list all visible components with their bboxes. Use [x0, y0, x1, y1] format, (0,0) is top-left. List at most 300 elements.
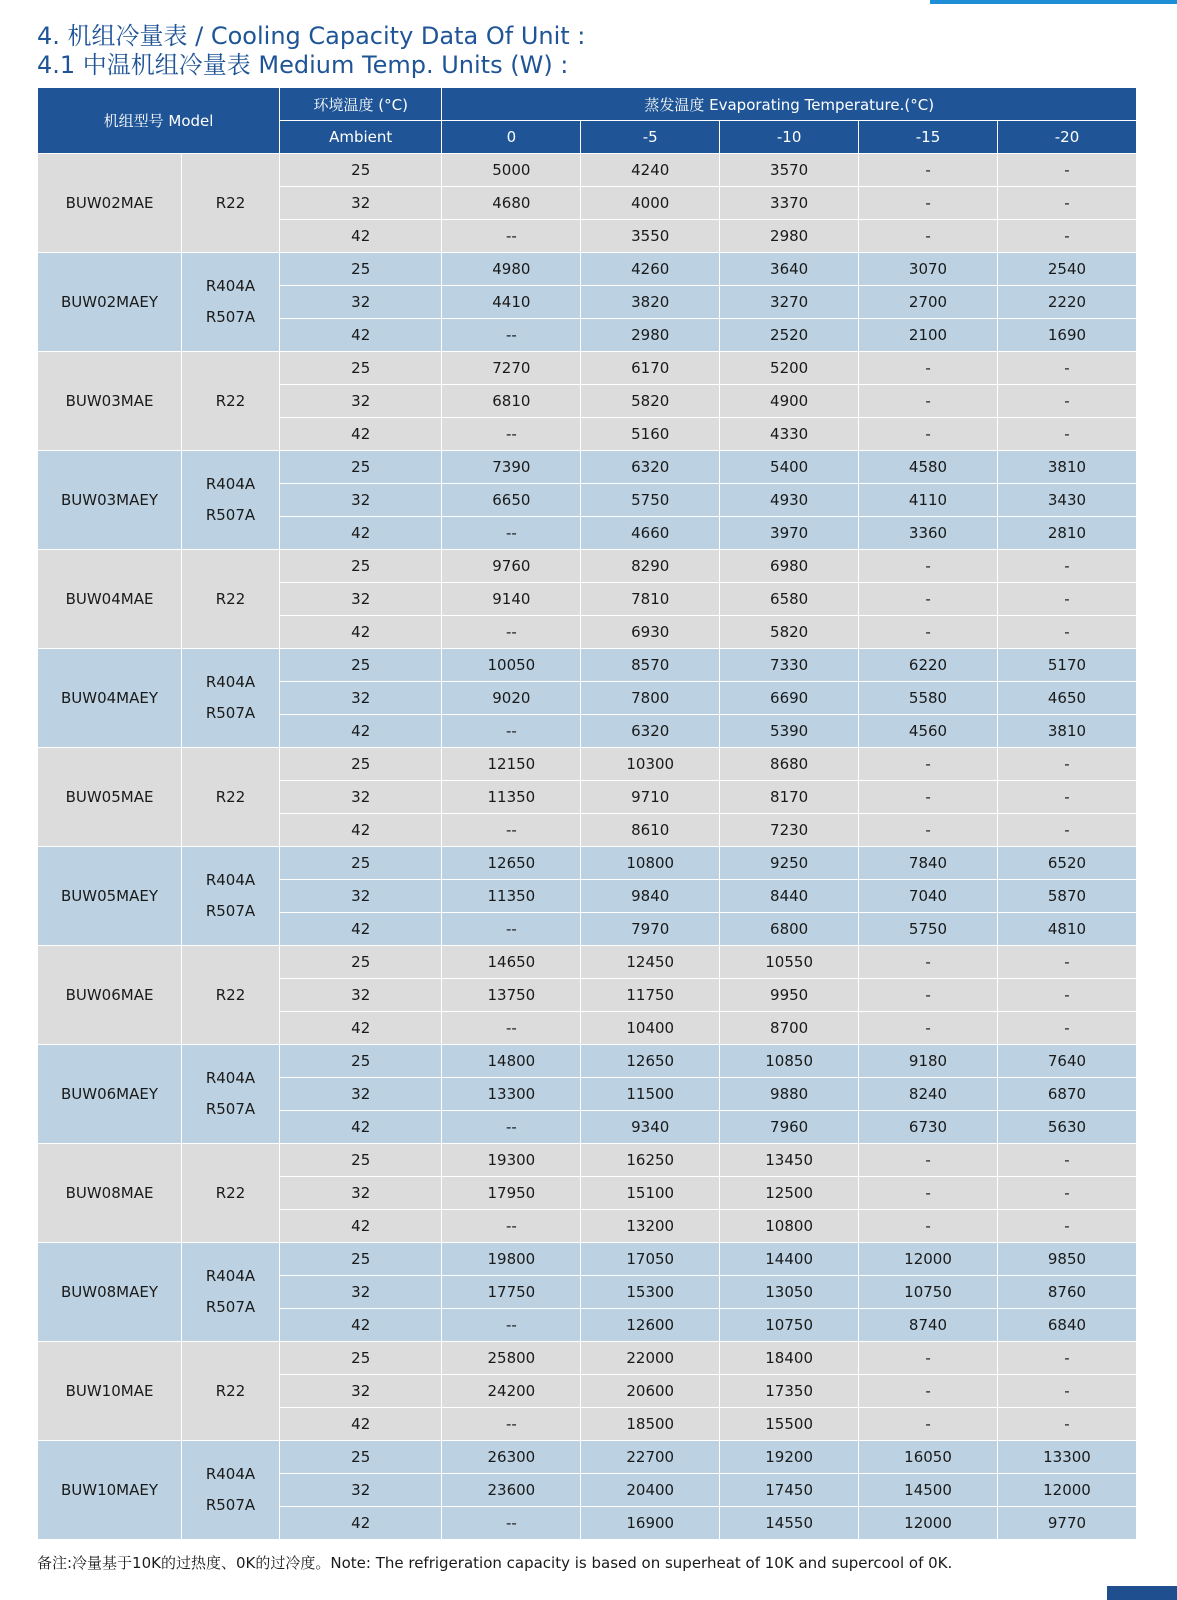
capacity-cell: -: [997, 352, 1136, 385]
capacity-cell: 16050: [859, 1441, 998, 1474]
model-cell: BUW06MAE: [38, 946, 182, 1045]
model-cell: BUW08MAE: [38, 1144, 182, 1243]
capacity-cell: 6870: [997, 1078, 1136, 1111]
capacity-cell: 16250: [581, 1144, 720, 1177]
ambient-cell: 42: [280, 715, 442, 748]
capacity-cell: 9880: [720, 1078, 859, 1111]
ambient-cell: 32: [280, 979, 442, 1012]
capacity-cell: 13050: [720, 1276, 859, 1309]
table-row: [38, 1243, 1137, 1276]
capacity-cell: 4330: [720, 418, 859, 451]
ambient-cell: 25: [280, 154, 442, 187]
capacity-cell: --: [442, 616, 581, 649]
capacity-cell: 2810: [997, 517, 1136, 550]
capacity-cell: 3360: [859, 517, 998, 550]
capacity-cell: 10400: [581, 1012, 720, 1045]
refrigerant-label: R507A: [205, 902, 256, 920]
capacity-cell: 22000: [581, 1342, 720, 1375]
capacity-cell: 14800: [442, 1045, 581, 1078]
capacity-cell: 14500: [859, 1474, 998, 1507]
capacity-cell: 2520: [720, 319, 859, 352]
capacity-cell: 15100: [581, 1177, 720, 1210]
ambient-cell: 42: [280, 418, 442, 451]
capacity-cell: 2540: [997, 253, 1136, 286]
ambient-cell: 25: [280, 847, 442, 880]
capacity-cell: 19300: [442, 1144, 581, 1177]
ambient-cell: 32: [280, 583, 442, 616]
refrigerant-label: R507A: [205, 308, 256, 326]
refrigerant-label: R507A: [205, 1496, 256, 1514]
capacity-cell: 6170: [581, 352, 720, 385]
model-cell: BUW03MAE: [38, 352, 182, 451]
top-accent-bar: [930, 0, 1177, 4]
capacity-cell: 22700: [581, 1441, 720, 1474]
capacity-cell: 4410: [442, 286, 581, 319]
capacity-cell: 4680: [442, 187, 581, 220]
ambient-cell: 32: [280, 880, 442, 913]
evap-col-header: 0: [442, 121, 581, 154]
ambient-cell: 25: [280, 550, 442, 583]
capacity-cell: 6930: [581, 616, 720, 649]
capacity-cell: 19800: [442, 1243, 581, 1276]
capacity-cell: 7040: [859, 880, 998, 913]
capacity-cell: 12600: [581, 1309, 720, 1342]
capacity-cell: 12000: [859, 1243, 998, 1276]
capacity-cell: 26300: [442, 1441, 581, 1474]
ambient-cell: 42: [280, 1210, 442, 1243]
model-header: 机组型号 Model: [38, 88, 280, 154]
capacity-cell: 7840: [859, 847, 998, 880]
ambient-cell: 42: [280, 1408, 442, 1441]
refrigerant-label: R507A: [205, 704, 256, 722]
capacity-cell: 4660: [581, 517, 720, 550]
capacity-cell: 4930: [720, 484, 859, 517]
capacity-cell: -: [997, 220, 1136, 253]
refrigerant-label: R22: [215, 193, 246, 212]
capacity-cell: 10750: [859, 1276, 998, 1309]
capacity-cell: 7960: [720, 1111, 859, 1144]
ambient-cell: 42: [280, 1111, 442, 1144]
capacity-cell: -: [859, 220, 998, 253]
model-cell: BUW02MAEY: [38, 253, 182, 352]
evap-col-header: -20: [997, 121, 1136, 154]
capacity-cell: 6730: [859, 1111, 998, 1144]
capacity-cell: 4980: [442, 253, 581, 286]
capacity-cell: 1690: [997, 319, 1136, 352]
refrigerant-label: R507A: [205, 506, 256, 524]
ambient-cell: 32: [280, 1078, 442, 1111]
ambient-cell: 42: [280, 814, 442, 847]
capacity-cell: 7330: [720, 649, 859, 682]
capacity-cell: 5000: [442, 154, 581, 187]
capacity-cell: 3270: [720, 286, 859, 319]
refrigerant-cell: [182, 1342, 280, 1441]
capacity-cell: -: [997, 1144, 1136, 1177]
table-row: [38, 352, 1137, 385]
capacity-cell: 20400: [581, 1474, 720, 1507]
ambient-cell: 32: [280, 682, 442, 715]
capacity-cell: 2980: [720, 220, 859, 253]
refrigerant-cell: [182, 748, 280, 847]
table-row: [38, 847, 1137, 880]
refrigerant-cell: [182, 1045, 280, 1144]
capacity-cell: -: [997, 418, 1136, 451]
ambient-cell: 25: [280, 352, 442, 385]
capacity-cell: 9850: [997, 1243, 1136, 1276]
model-cell: BUW10MAE: [38, 1342, 182, 1441]
capacity-cell: -: [859, 418, 998, 451]
capacity-cell: -: [997, 1210, 1136, 1243]
ambient-cell: 32: [280, 781, 442, 814]
page-corner-tab: [1107, 1586, 1177, 1600]
ambient-cell: 25: [280, 1342, 442, 1375]
capacity-cell: -: [997, 946, 1136, 979]
refrigerant-cell: [182, 154, 280, 253]
evap-col-header: -5: [581, 121, 720, 154]
capacity-cell: 10050: [442, 649, 581, 682]
refrigerant-cell: [182, 946, 280, 1045]
capacity-cell: 13300: [442, 1078, 581, 1111]
ambient-cell: 32: [280, 484, 442, 517]
capacity-cell: -: [859, 385, 998, 418]
capacity-cell: 9760: [442, 550, 581, 583]
capacity-cell: 4650: [997, 682, 1136, 715]
refrigerant-label: R22: [215, 1381, 246, 1400]
table-row: [38, 1045, 1137, 1078]
capacity-cell: 11350: [442, 781, 581, 814]
capacity-cell: -: [997, 550, 1136, 583]
capacity-cell: -: [997, 385, 1136, 418]
capacity-cell: --: [442, 1309, 581, 1342]
model-cell: BUW04MAEY: [38, 649, 182, 748]
capacity-cell: --: [442, 418, 581, 451]
capacity-cell: 12500: [720, 1177, 859, 1210]
capacity-cell: -: [859, 583, 998, 616]
capacity-cell: -: [859, 781, 998, 814]
capacity-cell: -: [859, 979, 998, 1012]
capacity-cell: --: [442, 319, 581, 352]
refrigerant-label: R22: [215, 985, 246, 1004]
capacity-cell: 7970: [581, 913, 720, 946]
capacity-cell: --: [442, 1012, 581, 1045]
refrigerant-label: R22: [215, 391, 246, 410]
refrigerant-cell: [182, 649, 280, 748]
capacity-cell: --: [442, 517, 581, 550]
capacity-cell: 9840: [581, 880, 720, 913]
refrigerant-label: R404A: [205, 475, 256, 493]
capacity-cell: 3370: [720, 187, 859, 220]
capacity-cell: 5160: [581, 418, 720, 451]
capacity-cell: 9340: [581, 1111, 720, 1144]
capacity-cell: 10850: [720, 1045, 859, 1078]
capacity-cell: 8240: [859, 1078, 998, 1111]
ambient-cell: 32: [280, 1276, 442, 1309]
capacity-cell: 9250: [720, 847, 859, 880]
capacity-cell: 5820: [581, 385, 720, 418]
refrigerant-label: R22: [215, 787, 246, 806]
capacity-cell: 3970: [720, 517, 859, 550]
capacity-cell: 5820: [720, 616, 859, 649]
model-cell: BUW04MAE: [38, 550, 182, 649]
capacity-cell: 9140: [442, 583, 581, 616]
capacity-cell: 8170: [720, 781, 859, 814]
capacity-cell: -: [997, 1177, 1136, 1210]
model-cell: BUW10MAEY: [38, 1441, 182, 1540]
capacity-cell: -: [859, 1012, 998, 1045]
capacity-cell: 6800: [720, 913, 859, 946]
capacity-cell: 12650: [442, 847, 581, 880]
refrigerant-cell: [182, 352, 280, 451]
capacity-cell: -: [997, 583, 1136, 616]
capacity-cell: 14400: [720, 1243, 859, 1276]
capacity-cell: 5630: [997, 1111, 1136, 1144]
capacity-cell: 10800: [581, 847, 720, 880]
capacity-cell: 14650: [442, 946, 581, 979]
ambient-cell: 32: [280, 1474, 442, 1507]
ambient-cell: 25: [280, 649, 442, 682]
ambient-cell: 25: [280, 1144, 442, 1177]
capacity-cell: 9710: [581, 781, 720, 814]
capacity-cell: 17750: [442, 1276, 581, 1309]
ambient-header-en: Ambient: [280, 121, 442, 154]
capacity-cell: 18400: [720, 1342, 859, 1375]
refrigerant-label: R404A: [205, 277, 256, 295]
capacity-cell: -: [997, 616, 1136, 649]
ambient-cell: 25: [280, 451, 442, 484]
ambient-cell: 42: [280, 616, 442, 649]
capacity-cell: 5870: [997, 880, 1136, 913]
ambient-cell: 42: [280, 517, 442, 550]
capacity-cell: 2700: [859, 286, 998, 319]
capacity-cell: 6220: [859, 649, 998, 682]
capacity-cell: 15500: [720, 1408, 859, 1441]
capacity-cell: 6690: [720, 682, 859, 715]
model-cell: BUW03MAEY: [38, 451, 182, 550]
ambient-cell: 32: [280, 385, 442, 418]
refrigerant-cell: [182, 1144, 280, 1243]
model-cell: BUW06MAEY: [38, 1045, 182, 1144]
capacity-cell: 2220: [997, 286, 1136, 319]
capacity-cell: 12000: [859, 1507, 998, 1540]
capacity-cell: 17050: [581, 1243, 720, 1276]
capacity-cell: 14550: [720, 1507, 859, 1540]
capacity-cell: -: [997, 781, 1136, 814]
capacity-cell: 4900: [720, 385, 859, 418]
capacity-cell: 8440: [720, 880, 859, 913]
capacity-cell: 5580: [859, 682, 998, 715]
capacity-cell: 20600: [581, 1375, 720, 1408]
capacity-cell: 6580: [720, 583, 859, 616]
ambient-cell: 42: [280, 913, 442, 946]
capacity-cell: 10300: [581, 748, 720, 781]
capacity-cell: 5400: [720, 451, 859, 484]
capacity-cell: 2100: [859, 319, 998, 352]
capacity-cell: 8760: [997, 1276, 1136, 1309]
capacity-cell: -: [859, 1177, 998, 1210]
footnote: 备注:冷量基于10K的过热度、0K的过冷度。Note: The refrigeration capacity is based on superheat of 10K and supercool of 0K.: [37, 1554, 953, 1572]
ambient-cell: 25: [280, 253, 442, 286]
capacity-cell: 6650: [442, 484, 581, 517]
capacity-cell: 8610: [581, 814, 720, 847]
table-row: [38, 253, 1137, 286]
capacity-cell: 13300: [997, 1441, 1136, 1474]
capacity-cell: 11500: [581, 1078, 720, 1111]
capacity-cell: 12650: [581, 1045, 720, 1078]
model-cell: BUW05MAE: [38, 748, 182, 847]
refrigerant-label: R404A: [205, 673, 256, 691]
capacity-cell: 3820: [581, 286, 720, 319]
refrigerant-label: R507A: [205, 1100, 256, 1118]
capacity-cell: -: [859, 1144, 998, 1177]
capacity-cell: -: [859, 1375, 998, 1408]
capacity-cell: 16900: [581, 1507, 720, 1540]
refrigerant-label: R507A: [205, 1298, 256, 1316]
capacity-cell: 7390: [442, 451, 581, 484]
capacity-cell: 11750: [581, 979, 720, 1012]
capacity-cell: 13450: [720, 1144, 859, 1177]
capacity-cell: 25800: [442, 1342, 581, 1375]
capacity-cell: 17450: [720, 1474, 859, 1507]
capacity-cell: 4810: [997, 913, 1136, 946]
table-row: [38, 451, 1137, 484]
capacity-cell: 3640: [720, 253, 859, 286]
refrigerant-cell: [182, 847, 280, 946]
capacity-cell: 18500: [581, 1408, 720, 1441]
ambient-cell: 25: [280, 1441, 442, 1474]
refrigerant-cell: [182, 550, 280, 649]
capacity-cell: 10750: [720, 1309, 859, 1342]
capacity-cell: 7230: [720, 814, 859, 847]
capacity-cell: 4560: [859, 715, 998, 748]
capacity-cell: -: [997, 154, 1136, 187]
refrigerant-label: R404A: [205, 871, 256, 889]
capacity-cell: -: [859, 1408, 998, 1441]
ambient-cell: 42: [280, 1309, 442, 1342]
ambient-cell: 25: [280, 946, 442, 979]
capacity-cell: 6320: [581, 451, 720, 484]
ambient-cell: 32: [280, 1375, 442, 1408]
ambient-cell: 32: [280, 286, 442, 319]
capacity-cell: -: [859, 616, 998, 649]
heading-line-2: 4.1 中温机组冷量表 Medium Temp. Units (W) :: [37, 51, 569, 79]
capacity-cell: -: [859, 748, 998, 781]
capacity-cell: -: [859, 946, 998, 979]
capacity-cell: 4260: [581, 253, 720, 286]
ambient-cell: 42: [280, 220, 442, 253]
capacity-cell: -: [859, 1342, 998, 1375]
capacity-cell: --: [442, 1408, 581, 1441]
ambient-cell: 42: [280, 1507, 442, 1540]
capacity-cell: 6520: [997, 847, 1136, 880]
capacity-cell: 8290: [581, 550, 720, 583]
ambient-cell: 25: [280, 1045, 442, 1078]
capacity-cell: -: [997, 748, 1136, 781]
capacity-cell: -: [859, 814, 998, 847]
capacity-cell: 12000: [997, 1474, 1136, 1507]
capacity-cell: --: [442, 1111, 581, 1144]
capacity-cell: 12150: [442, 748, 581, 781]
refrigerant-label: R404A: [205, 1267, 256, 1285]
capacity-cell: 9180: [859, 1045, 998, 1078]
cooling-capacity-table: [37, 87, 1137, 1540]
capacity-cell: 6810: [442, 385, 581, 418]
capacity-cell: 3810: [997, 451, 1136, 484]
capacity-cell: 23600: [442, 1474, 581, 1507]
capacity-cell: 9020: [442, 682, 581, 715]
ambient-cell: 42: [280, 1012, 442, 1045]
capacity-cell: 3070: [859, 253, 998, 286]
capacity-cell: --: [442, 814, 581, 847]
refrigerant-label: R404A: [205, 1465, 256, 1483]
capacity-cell: -: [997, 187, 1136, 220]
capacity-cell: 4580: [859, 451, 998, 484]
refrigerant-cell: [182, 253, 280, 352]
capacity-cell: 13200: [581, 1210, 720, 1243]
capacity-cell: 5750: [859, 913, 998, 946]
capacity-cell: 19200: [720, 1441, 859, 1474]
refrigerant-label: R22: [215, 589, 246, 608]
capacity-cell: 9770: [997, 1507, 1136, 1540]
refrigerant-cell: [182, 1243, 280, 1342]
table-row: [38, 154, 1137, 187]
table-row: [38, 748, 1137, 781]
capacity-cell: 6320: [581, 715, 720, 748]
capacity-cell: 3550: [581, 220, 720, 253]
capacity-cell: 3430: [997, 484, 1136, 517]
capacity-cell: 17950: [442, 1177, 581, 1210]
capacity-cell: --: [442, 220, 581, 253]
capacity-cell: -: [859, 352, 998, 385]
capacity-cell: -: [859, 1210, 998, 1243]
table-row: [38, 649, 1137, 682]
table-row: [38, 1441, 1137, 1474]
capacity-cell: 4110: [859, 484, 998, 517]
table-row: [38, 946, 1137, 979]
capacity-cell: 5750: [581, 484, 720, 517]
capacity-cell: --: [442, 1210, 581, 1243]
ambient-cell: 42: [280, 319, 442, 352]
refrigerant-cell: [182, 451, 280, 550]
capacity-cell: 9950: [720, 979, 859, 1012]
table-row: [38, 1144, 1137, 1177]
heading-line-1: 4. 机组冷量表 / Cooling Capacity Data Of Unit :: [37, 22, 586, 50]
table-row: [38, 550, 1137, 583]
capacity-cell: 7640: [997, 1045, 1136, 1078]
capacity-cell: 6840: [997, 1309, 1136, 1342]
capacity-cell: -: [997, 1012, 1136, 1045]
capacity-cell: 15300: [581, 1276, 720, 1309]
capacity-cell: 5390: [720, 715, 859, 748]
capacity-cell: 8700: [720, 1012, 859, 1045]
capacity-cell: 12450: [581, 946, 720, 979]
capacity-cell: 2980: [581, 319, 720, 352]
capacity-cell: 17350: [720, 1375, 859, 1408]
capacity-cell: 4000: [581, 187, 720, 220]
ambient-header-cn: 环境温度 (°C): [280, 88, 442, 121]
capacity-cell: --: [442, 913, 581, 946]
capacity-cell: -: [997, 814, 1136, 847]
capacity-cell: -: [859, 550, 998, 583]
capacity-cell: -: [859, 154, 998, 187]
capacity-cell: 10800: [720, 1210, 859, 1243]
capacity-cell: 5200: [720, 352, 859, 385]
capacity-cell: -: [997, 1342, 1136, 1375]
table-body: [38, 154, 1137, 1540]
capacity-cell: 7270: [442, 352, 581, 385]
capacity-cell: 8680: [720, 748, 859, 781]
capacity-cell: --: [442, 1507, 581, 1540]
capacity-cell: --: [442, 715, 581, 748]
